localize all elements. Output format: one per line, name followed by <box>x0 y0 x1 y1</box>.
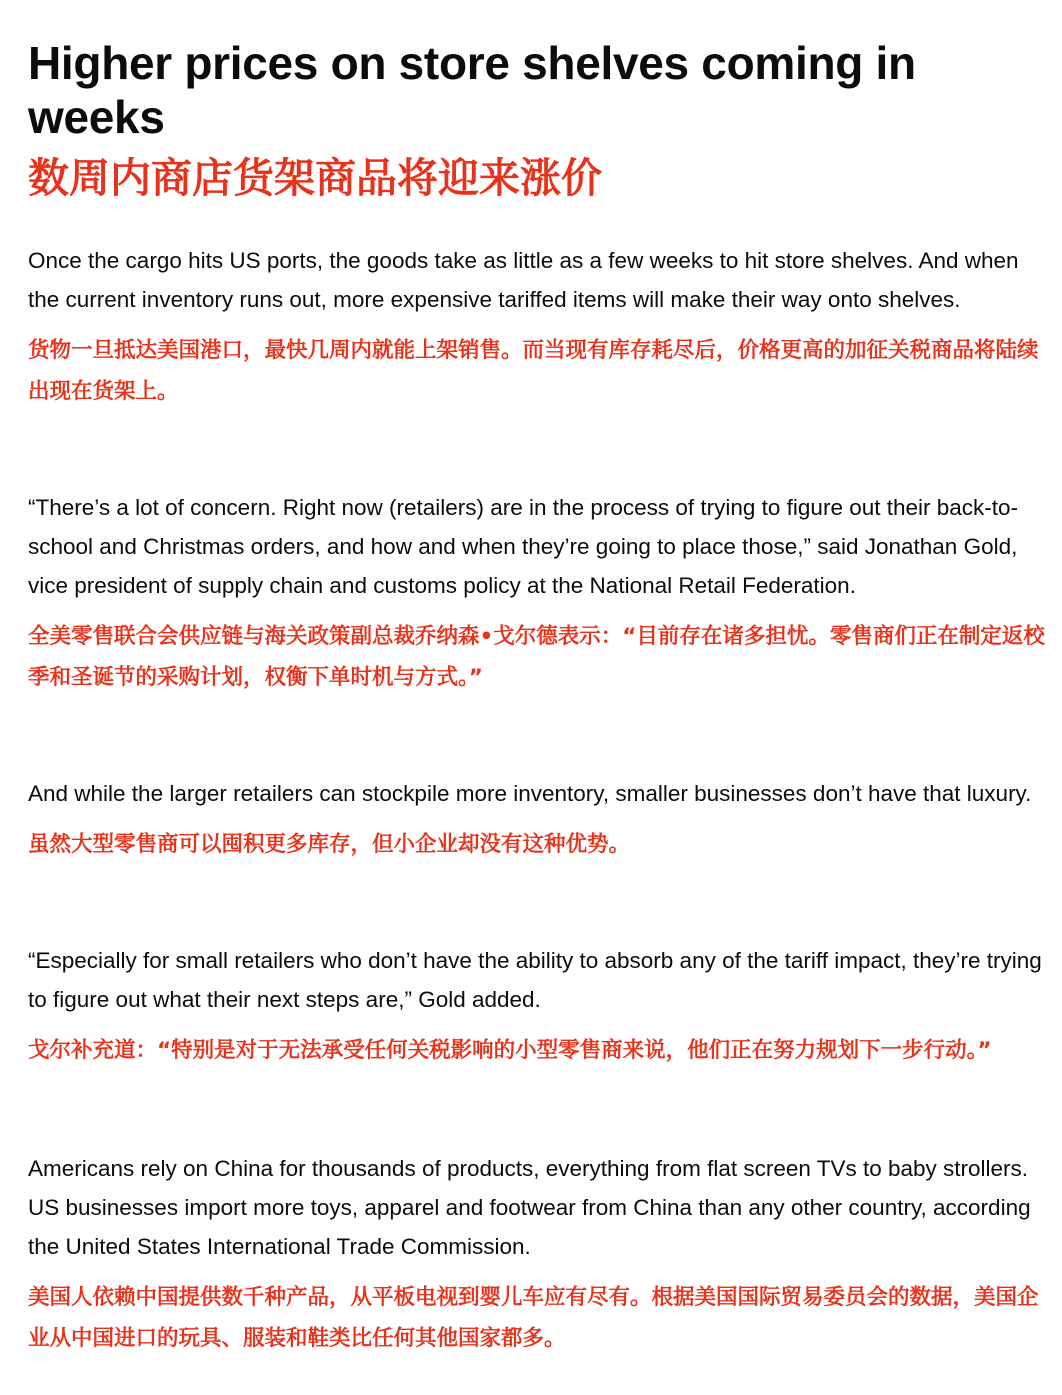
paragraph-chinese: 货物一旦抵达美国港口，最快几周内就能上架销售。而当现有库存耗尽后，价格更高的加征关税商品将陆续出现在货架上。 <box>28 338 1039 404</box>
paragraph-english: And while the larger retailers can stockpile more inventory, smaller businesses don’t have that luxury. <box>28 781 1032 806</box>
paragraph-english: Once the cargo hits US ports, the goods take as little as a few weeks to hit store shelves. And when the current inventory runs out, more expensive tariffed items will make their way onto shelves. <box>28 248 1019 312</box>
paragraph-block-5 <box>28 1149 1046 1359</box>
paragraph-block-2 <box>28 488 1046 698</box>
paragraph-english: Americans rely on China for thousands of products, everything from flat screen TVs to baby strollers. US businesses import more toys, apparel and footwear from China than any other country, according the United States International Trade Commission. <box>28 1156 1031 1259</box>
article <box>28 36 1046 1351</box>
paragraph-chinese: 全美零售联合会供应链与海关政策副总裁乔纳森•戈尔德表示：“目前存在诸多担忧。零售商们正在制定返校季和圣诞节的采购计划，权衡下单时机与方式。” <box>28 624 1045 690</box>
paragraph-chinese: 戈尔补充道：“特别是对于无法承受任何关税影响的小型零售商来说，他们正在努力规划下一步行动。” <box>28 1038 992 1063</box>
headline-chinese: 数周内商店货架商品将迎来涨价 <box>28 154 602 202</box>
paragraph-english: “There’s a lot of concern. Right now (retailers) are in the process of trying to figure out their back-to-school and Christmas orders, and how and when they’re going to place those,” said Jonathan Gold, vice president of supply chain and customs policy at the National Retail Federation. <box>28 495 1019 598</box>
paragraph-chinese: 美国人依赖中国提供数千种产品，从平板电视到婴儿车应有尽有。根据美国国际贸易委员会的数据，美国企业从中国进口的玩具、服装和鞋类比任何其他国家都多。 <box>28 1285 1039 1351</box>
paragraph-chinese: 虽然大型零售商可以囤积更多库存，但小企业却没有这种优势。 <box>28 832 631 857</box>
headline-english: Higher prices on store shelves coming in weeks <box>28 37 916 143</box>
paragraph-english: “Especially for small retailers who don’t have the ability to absorb any of the tariff impact, they’re trying to figure out what their next steps are,” Gold added. <box>28 948 1042 1012</box>
paragraph-block-3 <box>28 774 1046 865</box>
paragraph-block-1 <box>28 241 1046 412</box>
paragraph-block-4 <box>28 941 1046 1071</box>
